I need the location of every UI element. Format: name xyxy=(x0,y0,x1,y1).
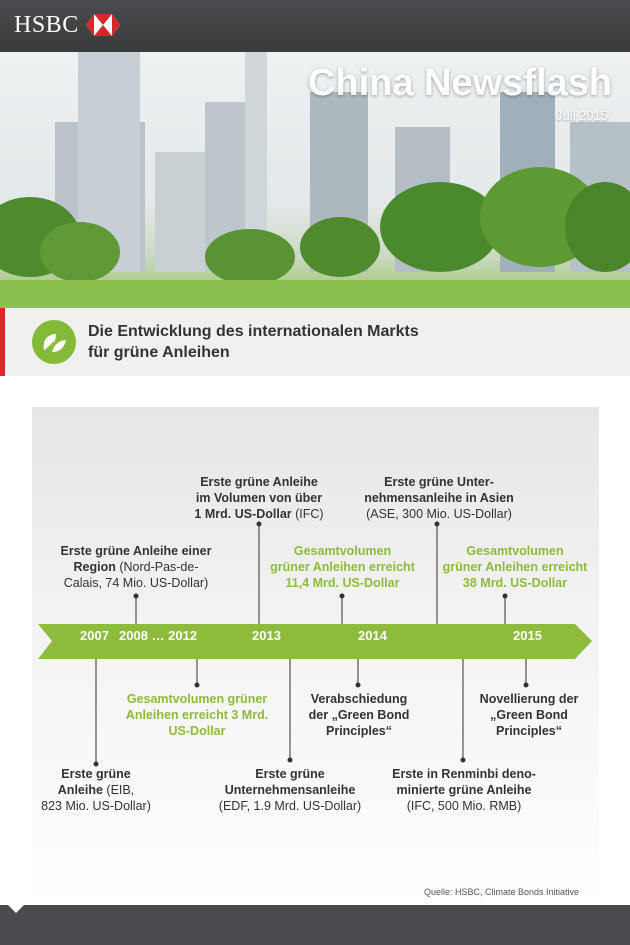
footer-bar xyxy=(0,905,630,945)
event-first-billion-bond: Erste grüne Anleihe im Volumen von über 1 Mrd. US-Dollar (IFC) xyxy=(194,475,324,521)
year-label: 2014 xyxy=(358,628,387,643)
year-label: 2008 … 2012 xyxy=(119,628,198,643)
section-title: Die Entwicklung des internationalen Markts für grüne Anleihen xyxy=(88,323,419,361)
hsbc-logo-text: HSBC xyxy=(14,12,79,38)
source-note: Quelle: HSBC, Climate Bonds Initiative xyxy=(424,887,580,897)
hero-title: China Newsflash xyxy=(307,62,612,104)
event-first-renminbi-bond: Erste in Renminbi deno- minierte grüne Anleihe (IFC, 500 Mio. RMB) xyxy=(392,767,536,813)
event-region-bond: Erste grüne Anleihe einer Region (Nord-Pas-de- Calais, 74 Mio. US-Dollar) xyxy=(60,544,212,590)
event-volume-38: Gesamtvolumen grüner Anleihen erreicht 38 Mrd. US-Dollar xyxy=(442,544,588,590)
footer-notch-icon xyxy=(8,905,24,913)
event-green-bond-principles: Verabschiedung der „Green Bond Principles“ xyxy=(308,692,410,738)
event-volume-11-4: Gesamtvolumen grüner Anleihen erreicht 11,4 Mrd. US-Dollar xyxy=(270,544,415,590)
event-first-bond-eib: Erste grüne Anleihe (EIB, 823 Mio. US-Dollar) xyxy=(41,767,151,813)
event-first-corporate-bond: Erste grüne Unternehmensanleihe (EDF, 1.9 Mrd. US-Dollar) xyxy=(218,767,362,813)
event-volume-3: Gesamtvolumen grüner Anleihen erreicht 3 Mrd. US-Dollar xyxy=(125,692,269,738)
event-first-asia-corporate: Erste grüne Unter- nehmensanleihe in Asien (ASE, 300 Mio. US-Dollar) xyxy=(364,475,514,521)
year-label: 2007 xyxy=(80,628,109,643)
event-principles-revision: Novellierung der „Green Bond Principles“ xyxy=(479,692,579,738)
hero-date: Juli 2015 xyxy=(555,108,608,123)
year-label: 2015 xyxy=(513,628,542,643)
year-label: 2013 xyxy=(252,628,281,643)
